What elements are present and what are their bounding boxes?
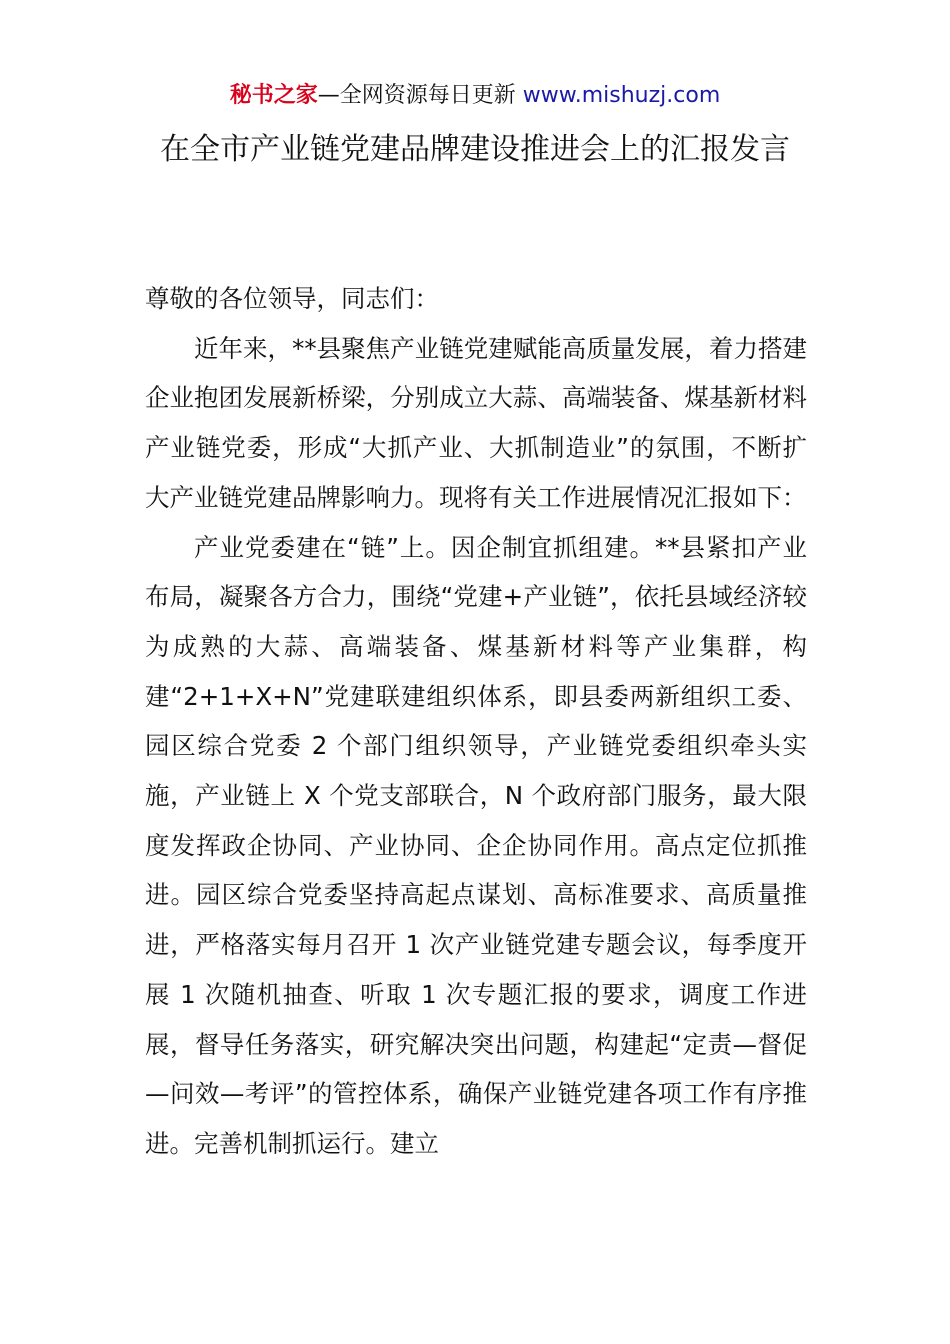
- site-name: 秘书之家: [229, 83, 318, 108]
- document-title: 在全市产业链党建品牌建设推进会上的汇报发言: [160, 132, 790, 167]
- site-url-link[interactable]: www.mishuzj.com: [522, 83, 721, 108]
- body-paragraph-intro: 近年来，**县聚焦产业链党建赋能高质量发展，着力搭建企业抱团发展新桥梁，分别成立大蒜、高端装备、煤基新材料产业链党委，形成“大抓产业、大抓制造业”的氛围，不断扩大产业链党建品牌影响力。现将有关工作进展情况汇报如下：: [145, 333, 807, 512]
- site-tagline: —全网资源每日更新: [317, 83, 523, 108]
- document-body: [145, 274, 807, 1169]
- body-paragraph-section-1: 产业党委建在“链”上。因企制宜抓组建。**县紧扣产业布局，凝聚各方合力，围绕“党建+产业链”，依托县域经济较为成熟的大蒜、高端装备、煤基新材料等产业集群，构建“2+1+X+N”党建联建组织体系，即县委两新组织工委、园区综合党委 2 个部门组织领导，产业链党委组织牵头实施，产业链上 X 个党支部联合，N 个政府部门服务，最大限度发挥政企协同、产业协同、企企协同作用。高点定位抓推进。园区综合党委坚持高起点谋划、高标准要求、高质量推进，严格落实每月召开 1 次产业链党建专题会议，每季度开展 1 次随机抽查、听取 1 次专题汇报的要求，调度工作进展，督导任务落实，研究解决突出问题，构建起“定责—督促—问效—考评”的管控体系，确保产业链党建各项工作有序推进。完善机制抓运行。建立: [145, 532, 807, 1158]
- site-banner: [0, 80, 950, 112]
- salutation: 尊敬的各位领导，同志们：: [145, 284, 439, 313]
